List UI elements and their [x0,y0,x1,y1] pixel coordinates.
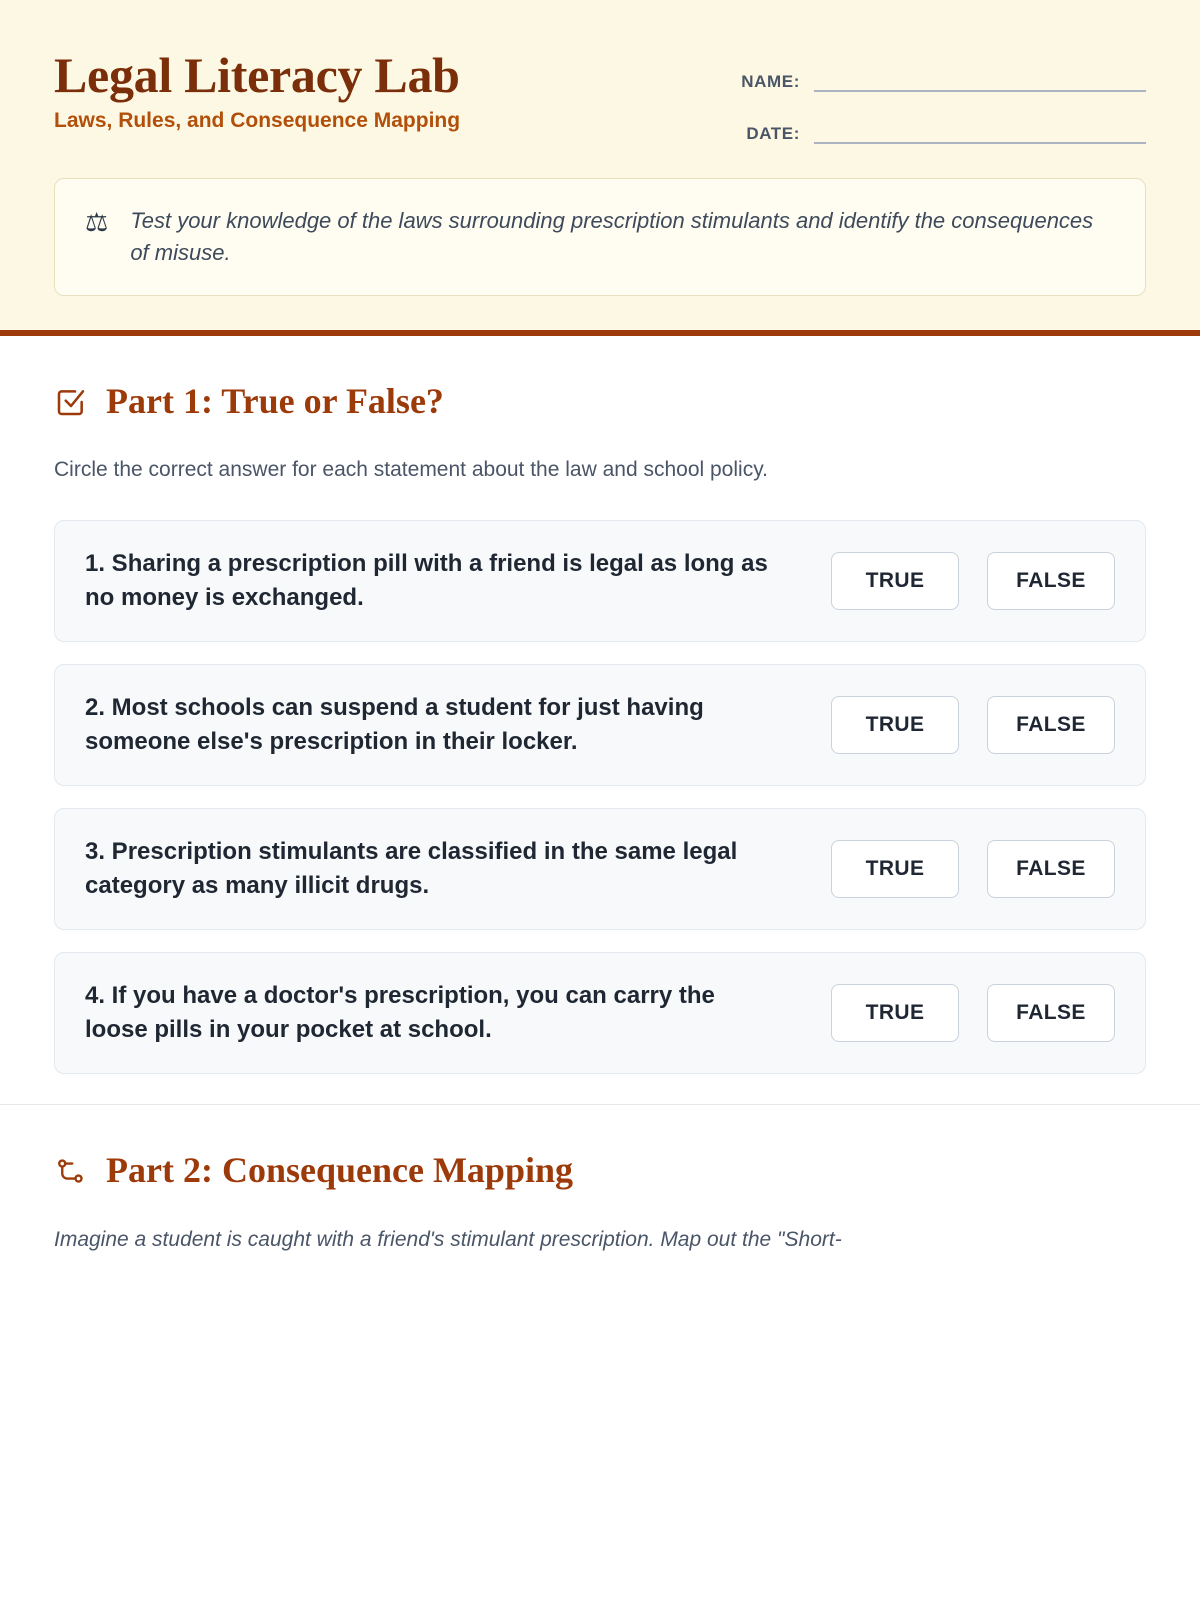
scales-of-justice-icon: ⚖ [85,207,109,237]
intro-callout-text: Test your knowledge of the laws surrounding prescription stimulants and identify the consequences of misuse. [130,208,1094,265]
part-1-heading [54,382,1146,422]
list-item [54,808,1146,930]
node-branch-icon [54,1154,88,1188]
checkbox-checked-icon [54,385,88,419]
question-text: 1. Sharing a prescription pill with a friend is legal as long as no money is exchanged. [85,549,768,611]
part-1-instruction: Circle the correct answer for each statement about the law and school policy. [54,458,768,482]
name-input[interactable] [814,66,1146,92]
page-subtitle: Laws, Rules, and Consequence Mapping [54,109,461,132]
worksheet-header [0,0,1200,336]
intro-callout [54,178,1146,296]
true-button[interactable]: TRUE [831,840,959,898]
false-button[interactable]: FALSE [987,552,1115,610]
true-false-list [54,520,1146,1075]
section-part-1 [0,336,1200,1105]
answer-choices [831,984,1115,1042]
false-button[interactable]: FALSE [987,984,1115,1042]
part-2-heading [54,1151,1146,1191]
list-item [54,952,1146,1074]
part-2-title: Part 2: Consequence Mapping [106,1150,573,1191]
name-label: NAME: [741,72,800,91]
question-text: 4. If you have a doctor's prescription, you can carry the loose pills in your pocket at school. [85,982,715,1044]
header-top-row [54,44,1146,144]
answer-choices [831,840,1115,898]
part-1-title: Part 1: True or False? [106,380,444,421]
false-button[interactable]: FALSE [987,840,1115,898]
date-label: DATE: [746,124,800,143]
date-row [726,118,1146,144]
true-button[interactable]: TRUE [831,984,959,1042]
false-button[interactable]: FALSE [987,696,1115,754]
title-block [54,44,460,133]
true-button[interactable]: TRUE [831,552,959,610]
date-input[interactable] [814,118,1146,144]
list-item [54,520,1146,642]
list-item [54,664,1146,786]
answer-choices [831,552,1115,610]
page-title: Legal Literacy Lab [54,47,460,103]
answer-choices [831,696,1115,754]
student-meta-block [726,44,1146,144]
question-text: 3. Prescription stimulants are classified in the same legal category as many illicit drugs. [85,838,738,900]
section-part-2 [0,1104,1200,1319]
name-row [726,66,1146,92]
question-text: 2. Most schools can suspend a student for just having someone else's prescription in their locker. [85,693,704,756]
part-2-instruction: Imagine a student is caught with a friend's stimulant prescription. Map out the "Short- [54,1228,842,1252]
true-button[interactable]: TRUE [831,696,959,754]
